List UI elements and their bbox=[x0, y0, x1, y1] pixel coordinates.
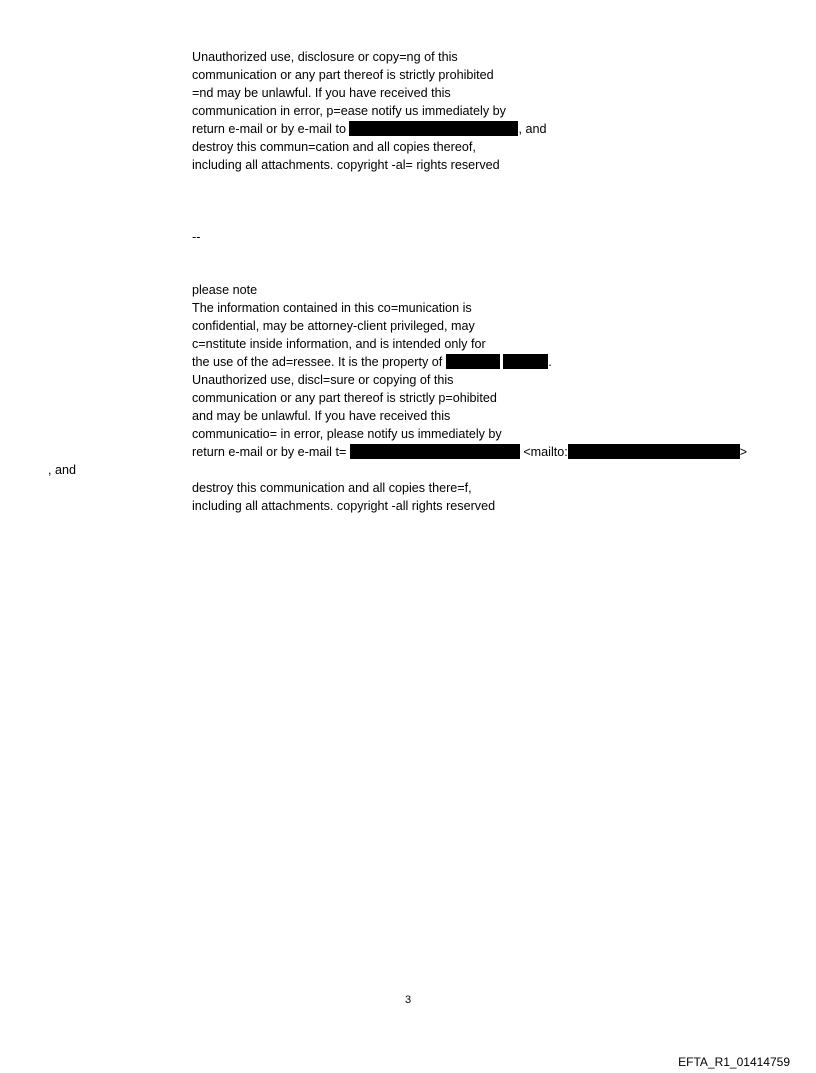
body-line: communication or any part thereof is strictly prohibited bbox=[192, 68, 494, 82]
body-line: =nd may be unlawful. If you have received this bbox=[192, 86, 451, 100]
text-segment: > bbox=[739, 445, 748, 459]
body-line: including all attachments. copyright -all rights reserved bbox=[192, 499, 496, 513]
body-line: communicatio= in error, please notify us immediately by bbox=[192, 427, 502, 441]
document-id: EFTA_R1_01414759 bbox=[678, 1055, 790, 1069]
redaction-box bbox=[349, 121, 518, 136]
body-line: Unauthorized use, discl=sure or copying of this bbox=[192, 373, 454, 387]
body-line: destroy this commun=cation and all copies thereof, bbox=[192, 140, 476, 154]
body-line bbox=[192, 443, 747, 461]
redaction-box bbox=[568, 444, 740, 459]
redaction-box bbox=[350, 444, 520, 459]
text-segment: . bbox=[548, 355, 552, 369]
text-segment: return e-mail or by e-mail to bbox=[192, 122, 346, 136]
body-line: communication in error, p=ease notify us immediately by bbox=[192, 104, 506, 118]
text-segment: the use of the ad=ressee. It is the property of bbox=[192, 355, 443, 369]
body-line: The information contained in this co=munication is bbox=[192, 301, 472, 315]
page-number: 3 bbox=[404, 994, 412, 1006]
signature-separator: -- bbox=[192, 230, 201, 244]
body-line: communication or any part thereof is strictly p=ohibited bbox=[192, 391, 497, 405]
body-line bbox=[192, 120, 547, 138]
body-line: Unauthorized use, disclosure or copy=ng of this bbox=[192, 50, 458, 64]
body-line: and may be unlawful. If you have received this bbox=[192, 409, 451, 423]
orphan-text: , and bbox=[48, 463, 77, 477]
text-segment: return e-mail or by e-mail t= bbox=[192, 445, 347, 459]
redaction-box bbox=[503, 354, 548, 369]
body-line: destroy this communication and all copies there=f, bbox=[192, 481, 472, 495]
text-segment: <mailto: bbox=[523, 445, 568, 459]
redaction-box bbox=[446, 354, 500, 369]
body-line: please note bbox=[192, 283, 258, 297]
body-line: confidential, may be attorney-client privileged, may bbox=[192, 319, 475, 333]
text-segment: , and bbox=[518, 122, 547, 136]
body-line bbox=[192, 353, 552, 371]
body-line: including all attachments. copyright -al= rights reserved bbox=[192, 158, 500, 172]
body-line: c=nstitute inside information, and is intended only for bbox=[192, 337, 486, 351]
